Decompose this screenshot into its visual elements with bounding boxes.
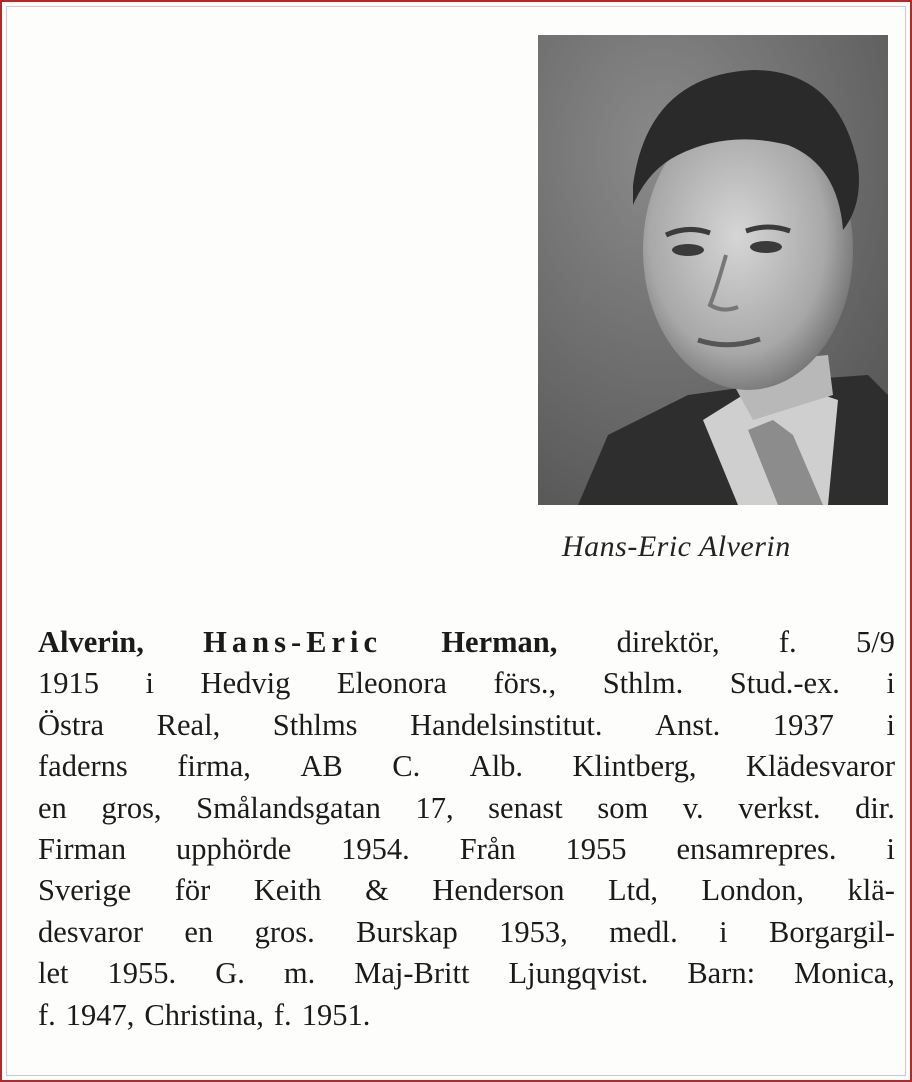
entry-word: Keith	[253, 873, 322, 908]
entry-word: Alb.	[469, 749, 524, 784]
entry-word: 5/9	[855, 625, 895, 659]
entry-word: Stud.-ex.	[729, 666, 840, 701]
entry-word: 1937	[772, 707, 834, 742]
entry-word: Från	[459, 831, 516, 866]
entry-word: AB	[300, 749, 343, 784]
entry-word: för	[174, 873, 211, 908]
entry-word: gros.	[254, 914, 315, 949]
entry-line	[38, 953, 895, 994]
entry-word: Borgargil-	[769, 914, 895, 949]
entry-word: ensamrepres.	[676, 831, 837, 866]
entry-line	[38, 622, 895, 663]
biography-entry	[38, 622, 895, 1036]
entry-word: &	[365, 873, 389, 908]
entry-line	[38, 870, 895, 911]
entry-line	[38, 912, 895, 953]
entry-word: Ljungqvist.	[508, 956, 649, 991]
entry-word: klä-	[847, 873, 895, 908]
entry-word: 1951.	[301, 997, 371, 1032]
middle-name: Herman,	[441, 625, 558, 659]
entry-word: firma,	[177, 749, 251, 784]
entry-word: upphörde	[176, 831, 292, 866]
entry-word: let	[38, 956, 69, 991]
portrait-photo	[538, 35, 888, 505]
entry-line	[38, 995, 895, 1036]
entry-word: Smålandsgatan	[196, 790, 381, 825]
entry-word: Östra	[38, 707, 105, 742]
entry-word: förs.,	[493, 666, 557, 701]
entry-word: Sverige	[38, 873, 132, 908]
entry-word: f.	[38, 997, 56, 1032]
entry-word: f.	[273, 997, 292, 1032]
entry-word: dir.	[855, 790, 895, 825]
entry-word: i	[145, 666, 155, 701]
entry-word: C.	[392, 749, 421, 784]
entry-word: senast	[488, 790, 563, 825]
entry-word: verkst.	[738, 790, 821, 825]
entry-word: 1953,	[499, 914, 568, 949]
entry-word: Maj-Britt	[354, 956, 470, 991]
entry-word: Barn:	[687, 956, 756, 991]
entry-word: direktör,	[616, 625, 720, 659]
portrait-illustration	[538, 35, 888, 505]
entry-word: Real,	[156, 707, 221, 742]
entry-word: i	[886, 707, 895, 742]
entry-word: 1954.	[341, 831, 410, 866]
entry-word: som	[597, 790, 649, 825]
entry-word: Burskap	[356, 914, 458, 949]
entry-word: G.	[215, 956, 245, 991]
entry-word: f.	[778, 625, 797, 659]
entry-line	[38, 746, 895, 787]
entry-word: 17,	[415, 790, 454, 825]
entry-word: Hedvig	[200, 666, 291, 701]
entry-word: faderns	[38, 749, 128, 784]
photo-caption: Hans-Eric Alverin	[562, 530, 791, 563]
entry-word: Monica,	[794, 956, 895, 991]
entry-word: gros,	[101, 790, 162, 825]
entry-line	[38, 705, 895, 746]
entry-word: Ltd,	[607, 873, 658, 908]
entry-word: m.	[283, 956, 316, 991]
entry-word: medl.	[609, 914, 678, 949]
entry-word: i	[886, 831, 895, 866]
entry-word: 1915	[38, 666, 99, 701]
entry-word: v.	[682, 790, 704, 825]
entry-word: Eleonora	[336, 666, 447, 701]
entry-word: en	[184, 914, 214, 949]
entry-word: Handelsinstitut.	[410, 707, 603, 742]
entry-word: Firman	[38, 831, 127, 866]
entry-word: 1955.	[107, 956, 177, 991]
entry-word: London,	[701, 873, 804, 908]
entry-word: Klintberg,	[572, 749, 697, 784]
entry-line	[38, 788, 895, 829]
entry-word: Sthlm.	[602, 666, 684, 701]
entry-word: en	[38, 790, 67, 825]
entry-word: desvaror	[38, 914, 144, 949]
entry-word: Henderson	[432, 873, 565, 908]
given-names: Hans-Eric	[203, 625, 383, 659]
entry-word: Klädesvaror	[745, 749, 895, 784]
entry-word: Anst.	[655, 707, 721, 742]
entry-word: i	[719, 914, 728, 949]
entry-word: 1947,	[65, 997, 135, 1032]
entry-line	[38, 829, 895, 870]
entry-word: Christina,	[144, 997, 264, 1032]
entry-word: 1955	[565, 831, 627, 866]
entry-word: i	[886, 666, 895, 701]
entry-line	[38, 663, 895, 704]
entry-word: Sthlms	[272, 707, 358, 742]
surname: Alverin,	[38, 625, 144, 659]
